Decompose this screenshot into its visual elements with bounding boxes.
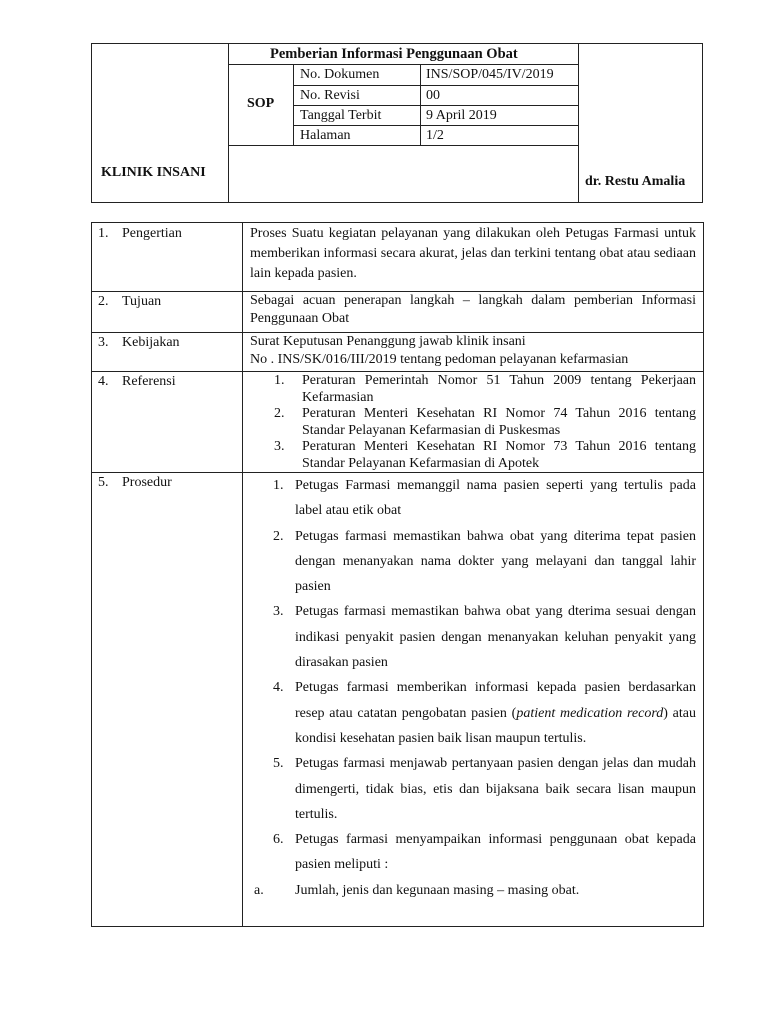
procedure-step: 6. Petugas farmasi menyampaikan informasi penggunaan obat kepada pasien meliputi : bbox=[273, 832, 696, 873]
header-divider-right bbox=[578, 43, 579, 203]
content-tujuan: Sebagai acuan penerapan langkah – langkah dalam pemberian Informasi Penggunaan Obat bbox=[243, 292, 704, 333]
meta-label-page: Halaman bbox=[300, 128, 351, 143]
row-referensi bbox=[92, 372, 704, 473]
label-cell-pengertian bbox=[92, 223, 243, 292]
meta-label-revision: No. Revisi bbox=[300, 88, 360, 103]
row-tujuan bbox=[92, 292, 704, 333]
section-label: Kebijakan bbox=[122, 335, 180, 350]
sop-content-table bbox=[91, 222, 704, 927]
header-divider-left bbox=[228, 43, 229, 203]
section-number: 1. bbox=[98, 226, 109, 241]
reference-item: 1. Peraturan Pemerintah Nomor 51 Tahun 2009 tentang Pekerjaan Kefarmasian bbox=[274, 373, 696, 405]
meta-label-document-number: No. Dokumen bbox=[300, 67, 380, 82]
content-kebijakan bbox=[243, 333, 704, 372]
meta-value-page: 1/2 bbox=[426, 128, 444, 143]
meta-row-rule-1 bbox=[293, 85, 579, 86]
meta-bottom-rule bbox=[228, 145, 579, 146]
content-prosedur bbox=[243, 473, 704, 927]
sop-label: SOP bbox=[247, 96, 275, 111]
procedure-step: 5. Petugas farmasi menjawab pertanyaan pasien dengan jelas dan mudah dimengerti, tidak bias, etis dan bijaksana baik secara lisan maupun tertulis. bbox=[273, 756, 696, 822]
meta-row-rule-3 bbox=[293, 125, 579, 126]
row-prosedur bbox=[92, 473, 704, 927]
label-cell-referensi bbox=[92, 372, 243, 473]
clinic-name: KLINIK INSANI bbox=[101, 165, 206, 180]
label-cell-kebijakan bbox=[92, 333, 243, 372]
document-title: Pemberian Informasi Penggunaan Obat bbox=[270, 46, 518, 62]
meta-value-issue-date: 9 April 2019 bbox=[426, 108, 497, 123]
section-number: 3. bbox=[98, 335, 109, 350]
section-label: Tujuan bbox=[122, 294, 162, 309]
section-number: 4. bbox=[98, 374, 109, 389]
procedure-substep: a. Jumlah, jenis dan kegunaan masing – masing obat. bbox=[254, 882, 580, 898]
label-cell-tujuan bbox=[92, 292, 243, 333]
meta-value-document-number: INS/SOP/045/IV/2019 bbox=[426, 67, 554, 82]
section-label: Prosedur bbox=[122, 475, 172, 490]
section-number: 5. bbox=[98, 475, 109, 490]
procedure-step: 4. Petugas farmasi memberikan informasi kepada pasien berdasarkan resep atau catatan pengobatan pasien (patient medication record) atau kondisi kesehatan pasien baik lisan maupun tertulis. bbox=[273, 680, 697, 746]
reference-list bbox=[250, 373, 696, 472]
meta-value-revision: 00 bbox=[426, 88, 440, 103]
section-label: Referensi bbox=[122, 374, 176, 389]
row-kebijakan bbox=[92, 333, 704, 372]
signatory-name: dr. Restu Amalia bbox=[585, 174, 686, 189]
policy-line: No . INS/SK/016/III/2019 tentang pedoman pelayanan kefarmasian bbox=[250, 352, 629, 367]
procedure-step: 1. Petugas Farmasi memanggil nama pasien seperti yang tertulis pada label atau etik obat bbox=[273, 478, 696, 519]
procedure-step: 2. Petugas farmasi memastikan bahwa obat yang diterima tepat pasien dengan menanyakan nama dokter yang melayani dan tanggal lahir pasien bbox=[273, 528, 696, 595]
procedure-list bbox=[250, 473, 696, 903]
procedure-step: 3. Petugas farmasi memastikan bahwa obat yang dterima sesuai dengan indikasi penyakit pasien dengan menanyakan keluhan penyakit yang dirasakan pasien bbox=[273, 604, 696, 671]
label-cell-prosedur bbox=[92, 473, 243, 927]
section-label: Pengertian bbox=[122, 226, 182, 241]
content-referensi bbox=[243, 372, 704, 473]
reference-item: 3. Peraturan Menteri Kesehatan RI Nomor 73 Tahun 2016 tentang Standar Pelayanan Kefarmasian di Apotek bbox=[274, 439, 696, 471]
meta-row-rule-2 bbox=[293, 105, 579, 106]
reference-item: 2. Peraturan Menteri Kesehatan RI Nomor 74 Tahun 2016 tentang Standar Pelayanan Kefarmasian di Puskesmas bbox=[274, 406, 696, 438]
title-rule bbox=[228, 64, 579, 65]
content-pengertian: Proses Suatu kegiatan pelayanan yang dilakukan oleh Petugas Farmasi untuk memberikan informasi secara akurat, jelas dan terkini tentang obat atau sediaan lain kepada pasien. bbox=[243, 223, 704, 292]
policy-line: Surat Keputusan Penanggung jawab klinik insani bbox=[250, 334, 526, 349]
meta-label-issue-date: Tanggal Terbit bbox=[300, 108, 382, 123]
row-pengertian bbox=[92, 223, 704, 292]
italic-term: patient medication record bbox=[516, 705, 664, 721]
section-number: 2. bbox=[98, 294, 109, 309]
